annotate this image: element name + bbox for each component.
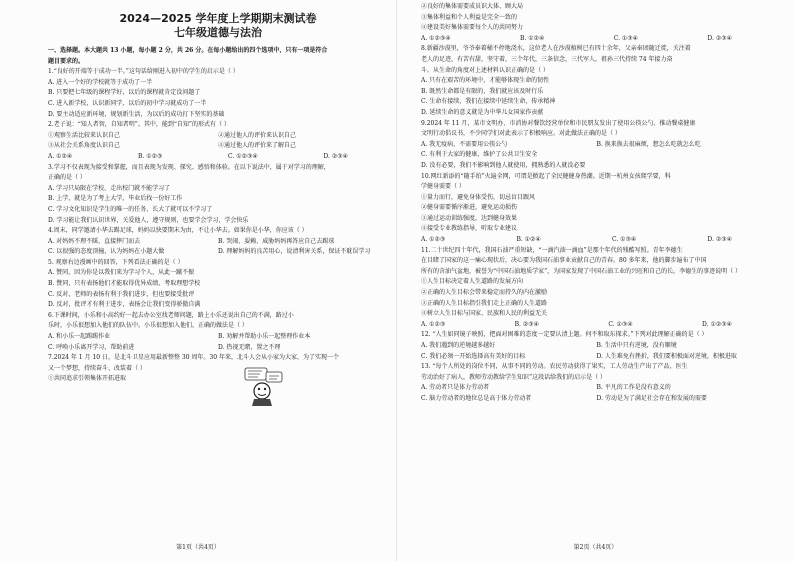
q3-stem: 3.学习不仅表现为接受和掌握，而且表现为发现、探究、感悟和体验。在以下说法中，属于对学习的理解， <box>48 163 330 171</box>
q8-option-a: A. 只有在艰苦的环境中，才能够体现生命的韧性 <box>421 77 550 85</box>
q9-option-a: A. 我无疫病，不需要用公筷公勺 <box>421 140 508 148</box>
q10-option-d: D. ②③④ <box>707 236 732 244</box>
q8-stem: 8.新疆沙漠里，爷爷奉着桶不停地浇水，这位老人在沙漠植树已有四十余年，父亲奉团随迁徙，关注着 <box>421 45 691 53</box>
exam-title: 2024—2025 学年度上学期期末测试卷 <box>119 12 317 25</box>
q5-option-c: C. 反对，老师的表扬有利于我们进步，但也要接受批评 <box>48 290 195 298</box>
q3-option-c: C. 学习文化知识是学生的唯一的任务，长大了就可以不学习了 <box>48 205 213 213</box>
q11-option-c: C. ①③④ <box>608 320 633 328</box>
q8-option-b: B. 既然生命都是有限的，我们就应该及时行乐 <box>421 87 544 95</box>
page-footer-left: 第1页（共4页） <box>176 544 220 551</box>
q9-stem-cont: 文明行动倡议书，不少同学们对此表示了积极响应。对此做法正确的是（ ） <box>421 130 621 138</box>
q13-option-b: B. 平凡的工作是没有意义的 <box>596 384 671 392</box>
q11-option-d: D. ①②③④ <box>702 320 732 328</box>
q2-stem: 2.老子说：“知人者智，自知者明”。其中，能到“自知”的形式有（ ） <box>48 121 230 129</box>
q6-stem: 6.下课时间，小乐和小高约好一起去办公室找老师问题，路上小乐还说出自己的不满，路过小 <box>48 311 294 319</box>
q1-option-b: B. 只要把七年级的课程学好，以后的课程就肯定没问题了 <box>48 89 201 97</box>
q13-stem-cont: 劳动治好了病人，教师劳动教给学生知识”这段话给我们的启示是（ ） <box>421 373 606 381</box>
q11-statement-2: ②正确的人生目标会带来稳定而持久的内在激励 <box>421 289 548 297</box>
q9-option-d: D. 没有必要，我们不影响到他人就使用，拥熟悉的人就没必要 <box>421 161 586 169</box>
q13-stem: 13. “每个人所处的岗位不同，从事不同的劳动。农民劳动获得了果实，工人劳动生产出了产品，医生 <box>421 363 688 371</box>
q11-stem: 11.二十世纪四十年代，我国石油严重短缺，“一滴汽油一滴血”是那个年代的残酷写照。青年李德生 <box>421 246 683 254</box>
q10-option-c: C. ①③④ <box>611 236 637 244</box>
q7-statement-2: ②良好的集体需要成员识大体、顾大局 <box>421 3 524 10</box>
q5-stem: 5. 观察右边漫画中的回答，下列看法正确的是（ ） <box>48 258 184 266</box>
q7-option-a: A. ①②③④ <box>421 34 451 42</box>
q7-statement-3: ③集体利益和个人利益是完全一致的 <box>421 13 518 21</box>
q4-stem: 4.周末，同学邀请小华去踢足球，妈妈以快要期末为由，不让小华去。如果你是小华，你应该（ ） <box>48 227 308 235</box>
cartoon-illustration <box>244 367 284 407</box>
q11-stem-cont: 在目睹了国家的这一痛心现状后，决心要为我国石油事业贡献自己的青春。80 多年来，他的脚步遍布了中国 <box>421 257 707 265</box>
q1-stem: 1.“良好的开端等于成功一半。”这句话给刚进入初中的学生的启示是（ ） <box>48 68 239 76</box>
page-footer-right: 第2页（共4页） <box>573 544 618 551</box>
q10-statement-4: ④接受专业教练指导，听取专业建议 <box>421 225 518 233</box>
q11-statement-4: ④树立人生目标与国家、民族和人民的利益无关 <box>421 310 548 318</box>
q5-option-b: B. 赞同，只有表扬他们才能取得优异成绩，考取理想学校 <box>48 280 201 288</box>
q10-option-b: B. ①②④ <box>516 236 541 244</box>
exam-subtitle: 七年级道德与法治 <box>174 26 262 39</box>
q3-option-b: B. 上学，就是为了考上大学，毕业后找一份好工作 <box>48 195 183 203</box>
q1-option-d: D. 要主动适应新环境，规划新生活，为以后的成功打下坚实的基础 <box>48 110 225 118</box>
q2-option-d: D. ②③④ <box>323 152 348 160</box>
q7-stem: 7.2024 年 1 月 10 日，是北斗卫星应用最新整整 30 周年。30 年来，北斗人会从小家为大家，为了实现一个 <box>48 354 339 362</box>
q13-option-a: A. 劳动者只是体力劳动者 <box>421 384 490 392</box>
q11-stem-cont2: 所有的含油气盆地，被誉为“中国石油地质学家”，为国家发现了中国石油工业的兴旺和自己的长。李德生的事迹说明（ ） <box>421 267 742 275</box>
q11-statement-3: ③正确的人生目标指引我们走上正确的人生道路 <box>421 299 548 307</box>
q7-statement-4: ④建设美好集体需要每个人的共同努力 <box>421 24 524 32</box>
q12-option-d: D. 人生难免有挫折，我们要积极面对逆境，积极进取 <box>596 352 737 360</box>
q3-stem-cont: 正确的是（ ） <box>48 174 86 182</box>
q10-stem: 10.网红新添的“随手拍”火遍全网，可谓是掀起了全民健健身热潮。近期一杭州女孩爬学要，科 <box>421 172 671 180</box>
q2-statement-3: ③从社会关系角度认识自己 <box>48 142 121 150</box>
q6-option-b: B. 劝解并帮助小乐一起整理作业本 <box>218 333 311 341</box>
q10-statement-3: ③通过运动训练强度，达到健身效果 <box>421 214 518 222</box>
q11-statement-1: ①人生目标决定着人生道路的发展方向 <box>421 278 524 286</box>
q4-option-d: D. 理解妈妈的良苦用心，说清利害关系，保证不耽误学习 <box>218 248 371 256</box>
q9-option-c: C. 有利于大家的健康，维护了公共卫生安全 <box>421 151 538 159</box>
q10-stem-cont: 学健身需要（ ） <box>421 183 465 191</box>
q6-stem-cont: 乐时，小乐很想加入他们的队伍中。小乐很想加入他们，正确的做法是（ ） <box>48 322 248 330</box>
q7-stem-cont: 又一个梦想，持续奋斗、改装着（ ） <box>48 364 146 372</box>
q7-option-d: D. ②③④ <box>707 34 732 42</box>
q2-option-b: B. ①②③ <box>137 152 163 160</box>
q9-option-b: B. 换来换去很麻烦，想怎么吃就怎么吃 <box>596 140 701 148</box>
q7-option-b: B. ①②④ <box>520 34 545 42</box>
q12-option-c: C. 我们必须一开始选择高有美好的目标 <box>421 352 526 360</box>
q8-stem-cont: 老人的足迹，有苦有甜，坚守着，三个年代，三条信念，三代军人，祖孙三代持续 74 年接力奋 <box>421 55 673 63</box>
exam-page-right <box>397 0 794 561</box>
q6-option-d: D. 热视无睹，置之不理 <box>218 343 281 351</box>
q2-statement-2: ②通过他人的评价来认识自己 <box>218 131 297 139</box>
q4-option-b: B. 哭闹、耍赖、威胁妈妈再答应自己去踢球 <box>218 237 335 245</box>
q10-statement-1: ①量力而行，避免身体受伤，切忌盲目跟风 <box>421 193 536 201</box>
q2-option-c: C. ①②③④ <box>228 152 258 160</box>
q7-statement-1: ①共同追求引领集体开拓进取 <box>48 375 127 383</box>
q12-option-b: B. 生活中只有逆境，没有顺境 <box>596 342 677 349</box>
q11-option-b: B. ②③④ <box>514 320 540 328</box>
q2-option-a: A. ①②④ <box>48 152 73 160</box>
section-heading-cont: 题目要求的。 <box>48 57 85 65</box>
q5-option-a: A. 赞同，因为你是以我们来为学习个人，从此一蹴不振 <box>48 269 195 277</box>
q2-statement-1: ①观察生活比较来认识自己 <box>48 131 121 139</box>
q1-option-c: C. 进入新学校，认识新同学，以后的初中学习就成功了一半 <box>48 99 207 107</box>
q7-option-c: C. ①③④ <box>613 34 639 42</box>
q4-option-a: A. 对妈妈不理不睬，直接摔门而去 <box>48 237 141 245</box>
q8-option-d: D. 延续生命的意义就是为中华儿女国家作贡献 <box>421 108 544 116</box>
q13-option-d: D. 劳动是为了满足社会存在和发展的需要 <box>596 394 707 402</box>
q12-option-a: A. 我们遇到的逆境越多越好 <box>421 342 496 349</box>
q3-option-d: D. 学习能让我们认识世界，关爱他人，遵守规则，也要学会学习，学会快乐 <box>48 216 249 224</box>
q10-statement-2: ②健身需要循序渐进，避免运动损伤 <box>421 204 518 212</box>
q6-option-c: C. 呼唤小乐离开学习，帮助前进 <box>48 343 135 351</box>
q1-option-a: A. 进入一个好的学校就等于成功了一半 <box>48 78 153 86</box>
q3-option-a: A. 学习只局限在学校，走出校门就不能学习了 <box>48 184 171 192</box>
q8-option-c: C. 生命有接续，我们在接续中延续生命，传承精神 <box>421 98 556 106</box>
section-heading: 一、选择题。本大题共 13 小题，每小题 2 分，共 26 分。在每小题给出的四个选项中，只有一项是符合 <box>48 47 328 54</box>
q2-statement-4: ④通过他人的评价来了解自己 <box>218 142 297 150</box>
q12-stem: 12. “人生如同镜子映照，把面对困难的态度一定要认清上题。何不和取东探求。”下列对此理解正确的是（ ） <box>421 331 708 339</box>
q6-option-a: A. 和小乐一起踢踢作业 <box>48 333 111 341</box>
q5-option-d: D. 反对，批评才有利于进步，表扬会让我们变得骄傲自满 <box>48 301 201 309</box>
q11-option-a: A. ①②③ <box>421 320 446 328</box>
q9-stem: 9.2024 年 11 月，某市文明办、市消协对餐饮经营单位和市民朋友发出了使用公筷公勺、推动餐桌健康 <box>421 119 696 127</box>
q10-option-a: A. ①②③ <box>421 236 446 244</box>
q13-option-c: C. 脑力劳动者的地位总是高于体力劳动者 <box>421 394 532 402</box>
q8-stem-cont2: 斗。从生命的角度对上述材料认识正确的是（ ） <box>421 66 549 74</box>
q4-option-c: C. 以很强的态度顶撞，认为妈妈在小题大做 <box>48 248 165 256</box>
